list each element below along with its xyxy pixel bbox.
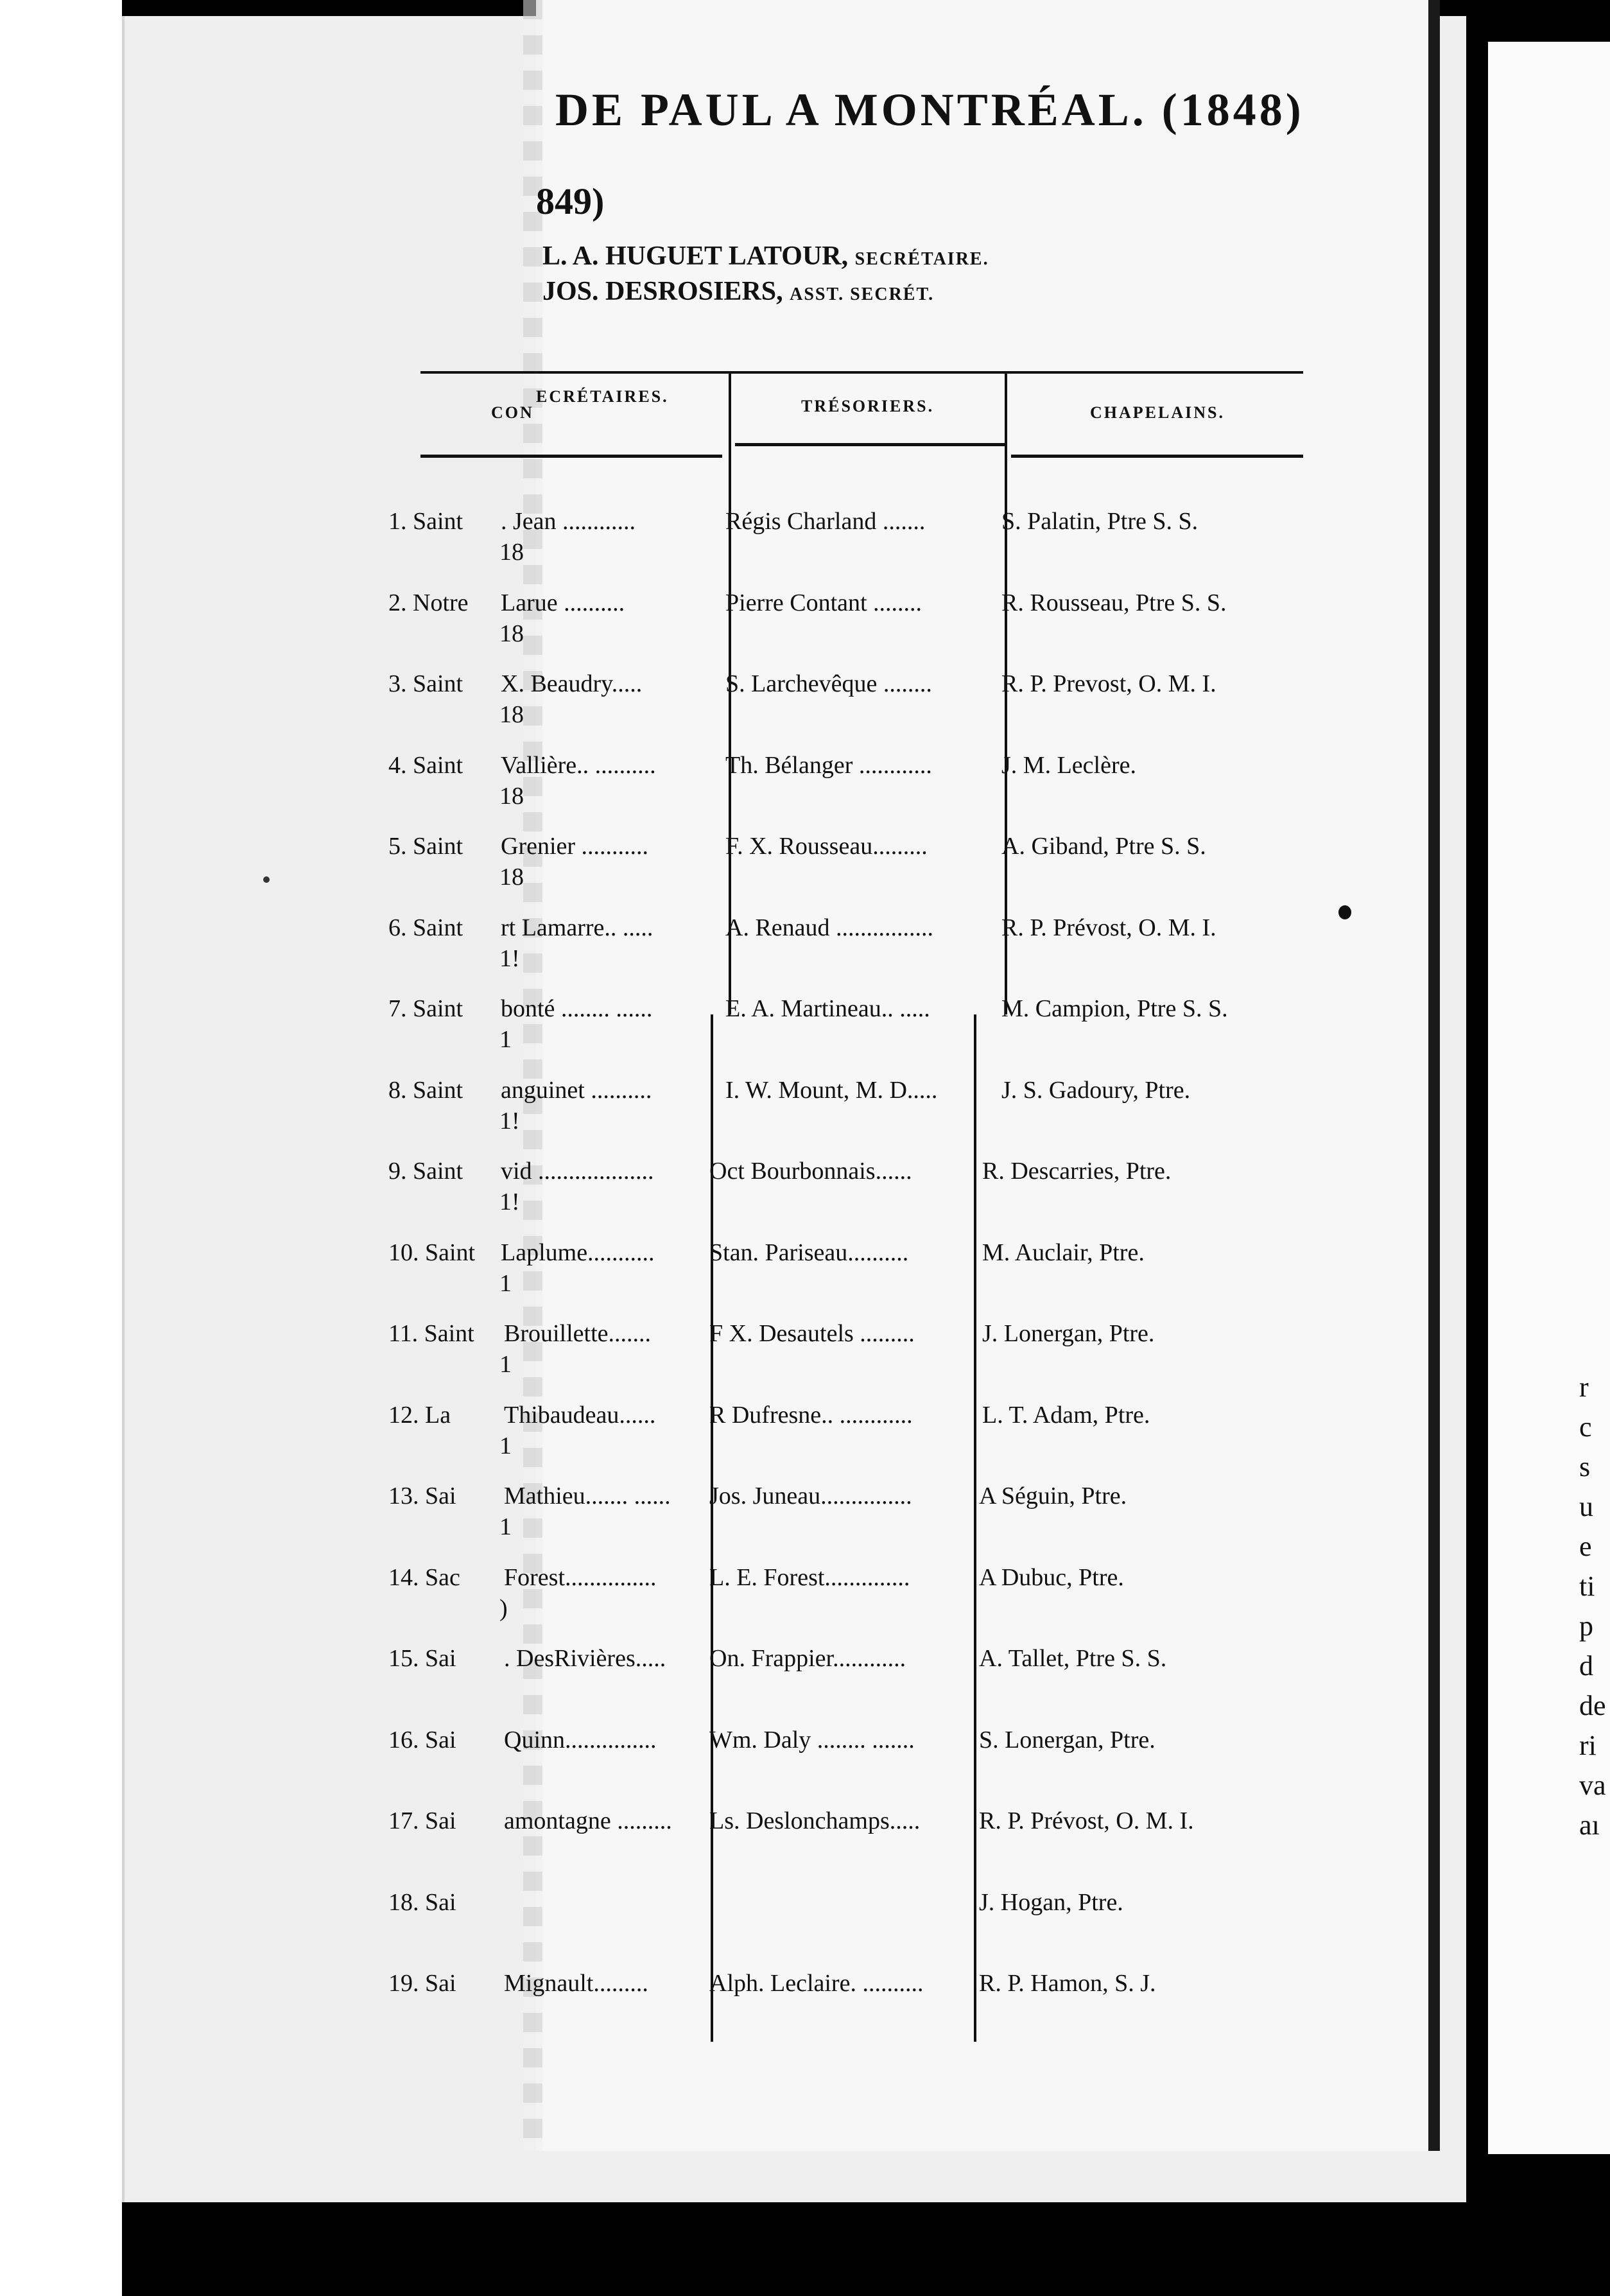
row-year: 18 <box>499 782 524 810</box>
chaplain-cell: A. Giband, Ptre S. S. <box>1001 833 1206 860</box>
row-number: 16. Sai <box>388 1726 456 1753</box>
row-year: 1! <box>499 1188 520 1215</box>
table-row <box>0 1644 1600 1683</box>
treasurer-cell: Th. Bélanger ............ <box>725 751 932 779</box>
row-number: 14. Sac <box>388 1563 460 1591</box>
secretary-cell: vid ................... <box>501 1158 654 1185</box>
row-year: 1! <box>499 1107 520 1135</box>
table-row <box>0 589 1600 647</box>
column-header-chaplains: CHAPELAINS. <box>1090 403 1225 422</box>
table-row <box>0 670 1600 728</box>
secretary-cell: anguinet .......... <box>501 1076 652 1104</box>
chaplain-cell: L. T. Adam, Ptre. <box>982 1401 1150 1429</box>
row-number: 15. Sai <box>388 1645 456 1672</box>
table-row <box>0 914 1600 972</box>
treasurer-cell: Wm. Daly ........ ....... <box>709 1726 915 1753</box>
row-number: 5. Saint <box>388 833 463 860</box>
treasurer-cell: E. A. Martineau.. ..... <box>725 995 930 1022</box>
treasurer-cell: Pierre Contant ........ <box>725 589 922 616</box>
secretary-cell: . DesRivières..... <box>504 1645 666 1672</box>
table-row <box>0 507 1600 566</box>
officer-role: ASST. SECRÉT. <box>790 284 935 304</box>
row-number: 10. Saint <box>388 1239 476 1266</box>
header-underline-treasurers <box>735 443 1005 446</box>
treasurer-cell: Alph. Leclaire. .......... <box>709 1970 924 1997</box>
header-underline-secretaries <box>420 455 722 458</box>
secretary-cell: Forest............... <box>504 1563 657 1591</box>
table-row <box>0 1726 1600 1764</box>
chaplain-cell: A. Tallet, Ptre S. S. <box>979 1645 1167 1672</box>
row-number: 8. Saint <box>388 1076 463 1104</box>
row-number: 6. Saint <box>388 914 463 941</box>
table-row <box>0 1969 1600 2008</box>
margin-fragment: s <box>1579 1451 1591 1483</box>
treasurer-cell: R Dufresne.. ............ <box>709 1401 913 1429</box>
column-header-secretaries: ECRÉTAIRES. <box>536 387 669 406</box>
year-fragment: 849) <box>536 180 605 222</box>
table-row <box>0 1401 1600 1459</box>
adjacent-page-text <box>1579 1368 1606 1845</box>
treasurer-cell: On. Frappier............ <box>709 1645 906 1672</box>
chaplain-cell: A Séguin, Ptre. <box>979 1483 1127 1509</box>
row-year: 1 <box>499 1513 512 1540</box>
row-year: 1 <box>499 1351 512 1378</box>
treasurer-cell: L. E. Forest.............. <box>709 1563 910 1591</box>
treasurer-cell: Stan. Pariseau.......... <box>709 1239 909 1266</box>
row-number: 7. Saint <box>388 995 463 1022</box>
treasurer-cell: Oct Bourbonnais...... <box>709 1158 912 1185</box>
table-row <box>0 995 1600 1053</box>
row-year: 1 <box>499 1269 512 1297</box>
treasurer-cell: F X. Desautels ......... <box>709 1320 915 1347</box>
table-top-rule <box>420 371 1303 374</box>
secretary-cell: Larue .......... <box>501 589 625 616</box>
row-year: 18 <box>499 701 524 728</box>
treasurer-cell: I. W. Mount, M. D..... <box>725 1076 938 1104</box>
chaplain-cell: R. Descarries, Ptre. <box>982 1158 1172 1185</box>
row-number: 18. Sai <box>388 1888 456 1916</box>
officer-name: JOS. DESROSIERS, <box>542 277 783 306</box>
chaplain-cell: M. Campion, Ptre S. S. <box>1001 995 1228 1022</box>
paper-edge-left <box>0 0 122 2296</box>
margin-fragment: p <box>1579 1610 1593 1642</box>
treasurer-cell: Ls. Deslonchamps..... <box>709 1807 921 1834</box>
chaplain-cell: R. P. Prevost, O. M. I. <box>1001 670 1216 697</box>
secretary-cell: Thibaudeau...... <box>504 1401 656 1429</box>
table-row <box>0 1157 1600 1215</box>
treasurer-cell: Régis Charland ....... <box>725 508 926 535</box>
officer-line <box>542 276 934 307</box>
row-year: 18 <box>499 864 524 891</box>
row-year: 1 <box>499 1026 512 1053</box>
chaplain-cell: R. P. Prévost, O. M. I. <box>1001 914 1216 941</box>
table-row <box>0 1888 1600 1927</box>
row-number: 19. Sai <box>388 1970 456 1997</box>
secretary-cell: amontagne ......... <box>504 1807 672 1834</box>
row-year: 1 <box>499 1432 512 1459</box>
treasurer-cell: S. Larchevêque ........ <box>725 670 932 697</box>
margin-fragment: ri <box>1579 1730 1597 1761</box>
table-row <box>0 1807 1600 1845</box>
table-row <box>0 1076 1600 1135</box>
margin-fragment: de <box>1579 1690 1606 1721</box>
chaplain-cell: J. Lonergan, Ptre. <box>982 1320 1155 1347</box>
row-year: 18 <box>499 539 524 566</box>
secretary-cell: Mignault......... <box>504 1970 648 1997</box>
secretary-cell: bonté ........ ...... <box>501 995 653 1022</box>
row-year: ) <box>499 1594 508 1622</box>
row-number: 9. Saint <box>388 1158 463 1185</box>
margin-fragment: u <box>1579 1491 1593 1522</box>
secretary-cell: Mathieu....... ...... <box>504 1483 671 1509</box>
margin-fragment: va <box>1579 1770 1606 1801</box>
secretary-cell: Brouillette....... <box>504 1320 652 1347</box>
chaplain-cell: S. Palatin, Ptre S. S. <box>1001 508 1199 535</box>
page-title: DE PAUL A MONTRÉAL. (1848) <box>555 84 1304 135</box>
row-year: 18 <box>499 620 524 647</box>
row-year: 1! <box>499 944 520 972</box>
row-number: 17. Sai <box>388 1807 456 1834</box>
chaplain-cell: J. S. Gadoury, Ptre. <box>1001 1076 1191 1104</box>
officer-line <box>542 241 989 272</box>
chaplain-cell: J. M. Leclère. <box>1001 751 1136 779</box>
chaplain-cell: S. Lonergan, Ptre. <box>979 1726 1156 1753</box>
table-row <box>0 751 1600 810</box>
table-row <box>0 1319 1600 1378</box>
secretary-cell: X. Beaudry..... <box>501 670 643 697</box>
secretary-cell: . Jean ............ <box>501 508 636 535</box>
row-number: 1. Saint <box>388 508 463 535</box>
margin-fragment: ti <box>1579 1570 1595 1602</box>
ink-spot <box>1338 905 1351 919</box>
ink-spot <box>263 876 270 883</box>
chaplain-cell: A Dubuc, Ptre. <box>979 1563 1124 1591</box>
treasurer-cell: A. Renaud ................ <box>725 914 934 941</box>
row-number: 3. Saint <box>388 670 463 697</box>
header-underline-chaplains <box>1011 455 1303 458</box>
chaplain-cell: R. Rousseau, Ptre S. S. <box>1001 589 1227 616</box>
secretary-cell: Grenier ........... <box>501 833 649 860</box>
secretary-cell: rt Lamarre.. ..... <box>501 914 654 941</box>
column-header-first: CON <box>491 403 534 422</box>
chaplain-cell: J. Hogan, Ptre. <box>979 1888 1123 1916</box>
margin-fragment: d <box>1579 1650 1593 1682</box>
margin-fragment: r <box>1579 1371 1589 1403</box>
table-row <box>0 832 1600 891</box>
margin-fragment: e <box>1579 1531 1592 1562</box>
treasurer-cell: F. X. Rousseau......... <box>725 833 928 860</box>
row-number: 4. Saint <box>388 751 463 779</box>
column-header-treasurers: TRÉSORIERS. <box>801 397 935 415</box>
table-row <box>0 1239 1600 1297</box>
row-number: 12. La <box>388 1401 451 1429</box>
row-number: 11. Saint <box>388 1320 474 1347</box>
table-row <box>0 1563 1600 1622</box>
secretary-cell: Vallière.. .......... <box>501 751 656 779</box>
chaplain-cell: M. Auclair, Ptre. <box>982 1239 1145 1266</box>
margin-fragment: c <box>1579 1411 1592 1443</box>
treasurer-cell: Jos. Juneau............... <box>709 1483 912 1509</box>
chaplain-cell: R. P. Prévost, O. M. I. <box>979 1807 1194 1834</box>
officer-name: L. A. HUGUET LATOUR, <box>542 241 849 271</box>
officer-role: SECRÉTAIRE. <box>854 249 989 269</box>
margin-fragment: aı <box>1579 1809 1600 1841</box>
secretary-cell: Quinn............... <box>504 1726 657 1753</box>
row-number: 2. Notre <box>388 589 469 616</box>
row-number: 13. Sai <box>388 1483 456 1509</box>
table-row <box>0 1482 1600 1540</box>
secretary-cell: Laplume........... <box>501 1239 655 1266</box>
chaplain-cell: R. P. Hamon, S. J. <box>979 1970 1156 1997</box>
